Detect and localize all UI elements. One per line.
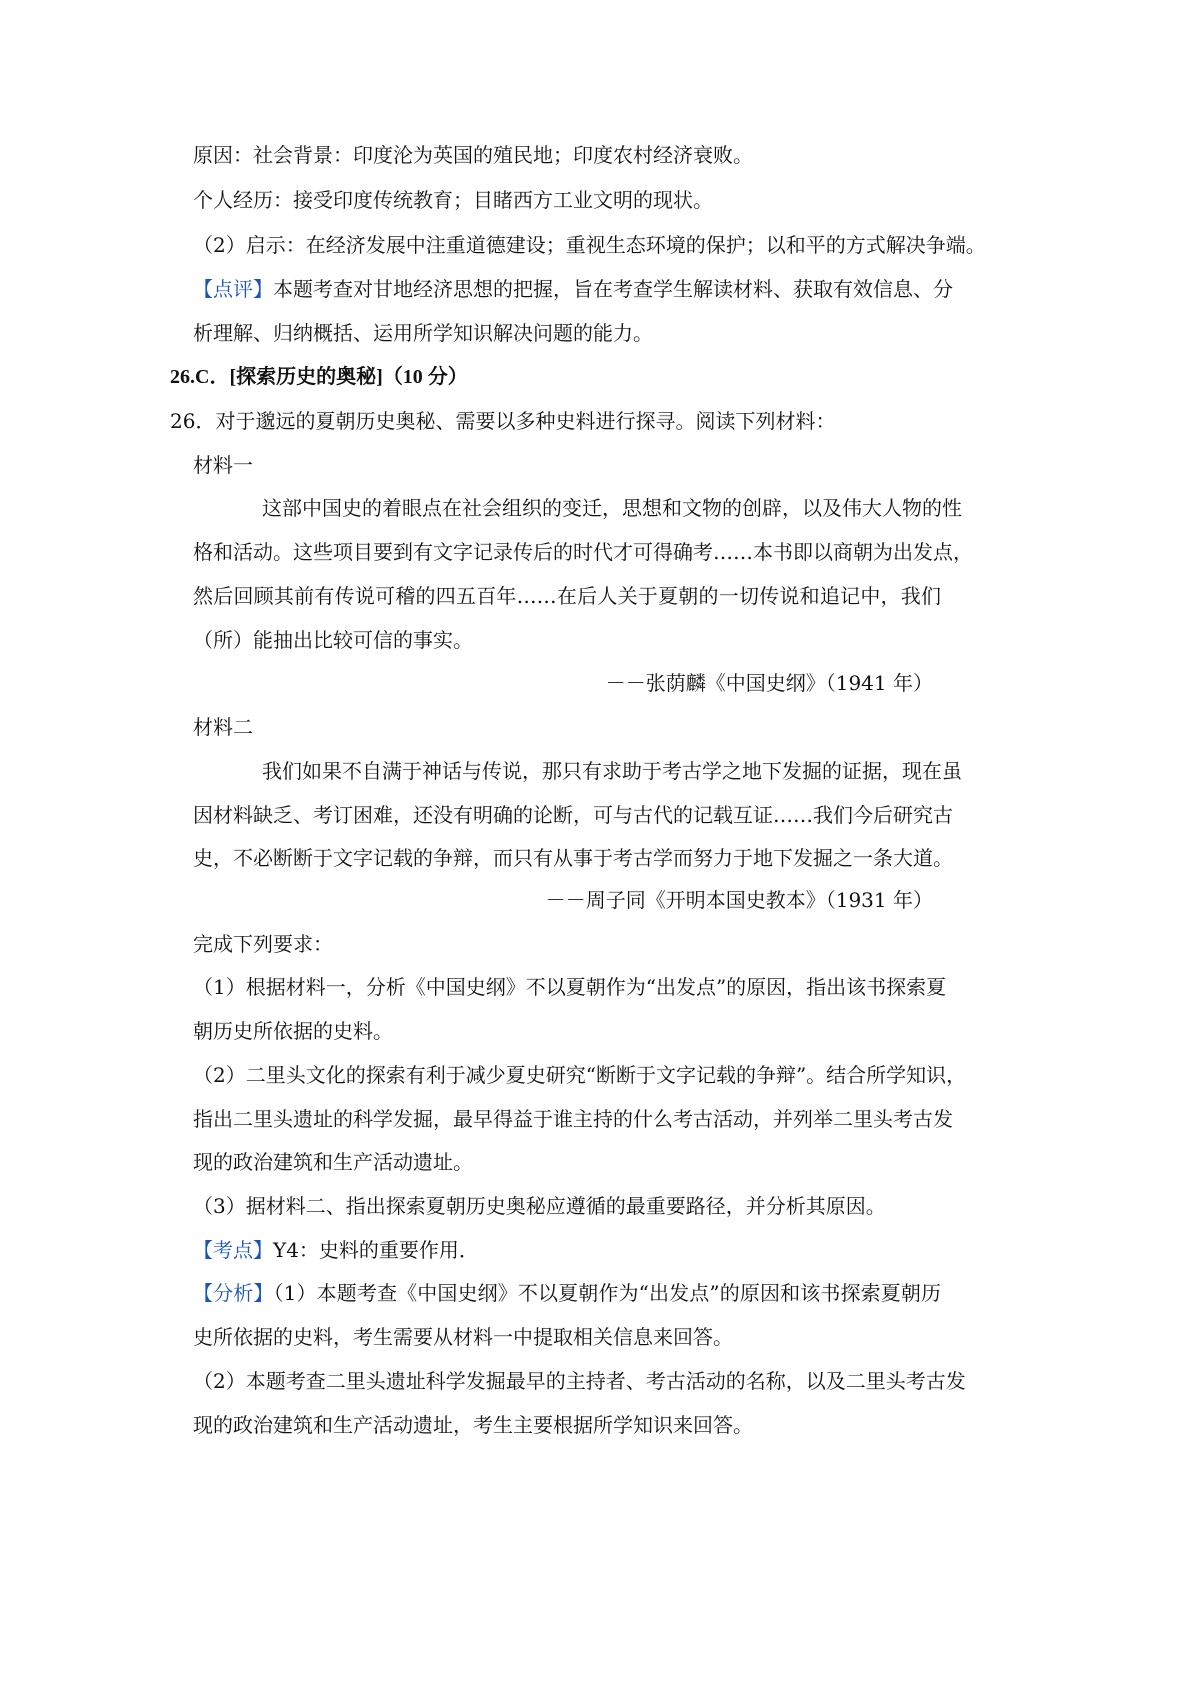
- key-point-text: Y4：史料的重要作用．: [273, 1238, 479, 1262]
- question-2-line: 指出二里头遗址的科学发掘，最早得益于谁主持的什么考古活动，并列举二里头考古发: [193, 1107, 953, 1131]
- question-2-line: 现的政治建筑和生产活动遗址。: [193, 1150, 473, 1174]
- material2-line: 史，不必断断于文字记载的争辩，而只有从事于考古学而努力于地下发掘之一条大道。: [193, 846, 953, 870]
- material1-source: －－张荫麟《中国史纲》（1941 年）: [605, 671, 933, 695]
- analysis-line-4: 现的政治建筑和生产活动遗址，考生主要根据所学知识来回答。: [193, 1413, 753, 1437]
- comment-line-1: [193, 277, 953, 301]
- comment-tag: 【点评】: [193, 277, 273, 301]
- answer-inspiration: （2）启示：在经济发展中注重道德建设；重视生态环境的保护；以和平的方式解决争端。: [193, 233, 986, 257]
- analysis-line-3: （2）本题考查二里头遗址科学发掘最早的主持者、考古活动的名称，以及二里头考古发: [193, 1369, 966, 1393]
- answer-reason-personal: 个人经历：接受印度传统教育；目睹西方工业文明的现状。: [193, 188, 713, 212]
- material2-line: 我们如果不自满于神话与传说，那只有求助于考古学之地下发掘的证据，现在虽: [262, 759, 962, 783]
- material1-line: 格和活动。这些项目要到有文字记录传后的时代才可得确考……本书即以商朝为出发点，: [193, 540, 973, 564]
- material2-line: 因材料缺乏、考订困难，还没有明确的论断，可与古代的记载互证……我们今后研究古: [193, 803, 953, 827]
- requirements-label: 完成下列要求：: [193, 932, 333, 956]
- section-heading: 26.C．[探索历史的奥秘]（10 分）: [170, 366, 468, 388]
- question-1-line: （1）根据材料一，分析《中国史纲》不以夏朝作为“出发点”的原因，指出该书探索夏: [193, 975, 947, 999]
- analysis-line-2: 史所依据的史料，考生需要从材料一中提取相关信息来回答。: [193, 1325, 733, 1349]
- analysis-tag: 【分析】: [193, 1281, 274, 1305]
- question-2-line: （2）二里头文化的探索有利于减少夏史研究“断断于文字记载的争辩”。结合所学知识，: [193, 1063, 967, 1087]
- key-point: [193, 1238, 479, 1262]
- material2-source: －－周子同《开明本国史教本》（1931 年）: [545, 888, 933, 912]
- material1-line: 这部中国史的着眼点在社会组织的变迁，思想和文物的创辟，以及伟大人物的性: [262, 496, 962, 520]
- question-stem: 26．对于邈远的夏朝历史奥秘、需要以多种史料进行探寻。阅读下列材料：: [170, 409, 836, 433]
- analysis-text: （1）本题考查《中国史纲》不以夏朝作为“出发点”的原因和该书探索夏朝历: [273, 1281, 941, 1305]
- key-point-tag: 【考点】: [193, 1238, 273, 1262]
- material2-label: 材料二: [193, 715, 253, 739]
- comment-text: 本题考查对甘地经济思想的把握，旨在考查学生解读材料、获取有效信息、分: [273, 277, 953, 301]
- analysis-line-1: [193, 1281, 941, 1305]
- material1-line: （所）能抽出比较可信的事实。: [193, 628, 473, 652]
- comment-line-2: 析理解、归纳概括、运用所学知识解决问题的能力。: [193, 321, 653, 345]
- question-1-line: 朝历史所依据的史料。: [193, 1019, 393, 1043]
- answer-reason-social: 原因：社会背景：印度沦为英国的殖民地；印度农村经济衰败。: [193, 143, 753, 167]
- material1-line: 然后回顾其前有传说可稽的四五百年……在后人关于夏朝的一切传说和追记中，我们: [193, 584, 941, 608]
- question-3: （3）据材料二、指出探索夏朝历史奥秘应遵循的最重要路径，并分析其原因。: [193, 1194, 886, 1218]
- material1-label: 材料一: [193, 453, 253, 477]
